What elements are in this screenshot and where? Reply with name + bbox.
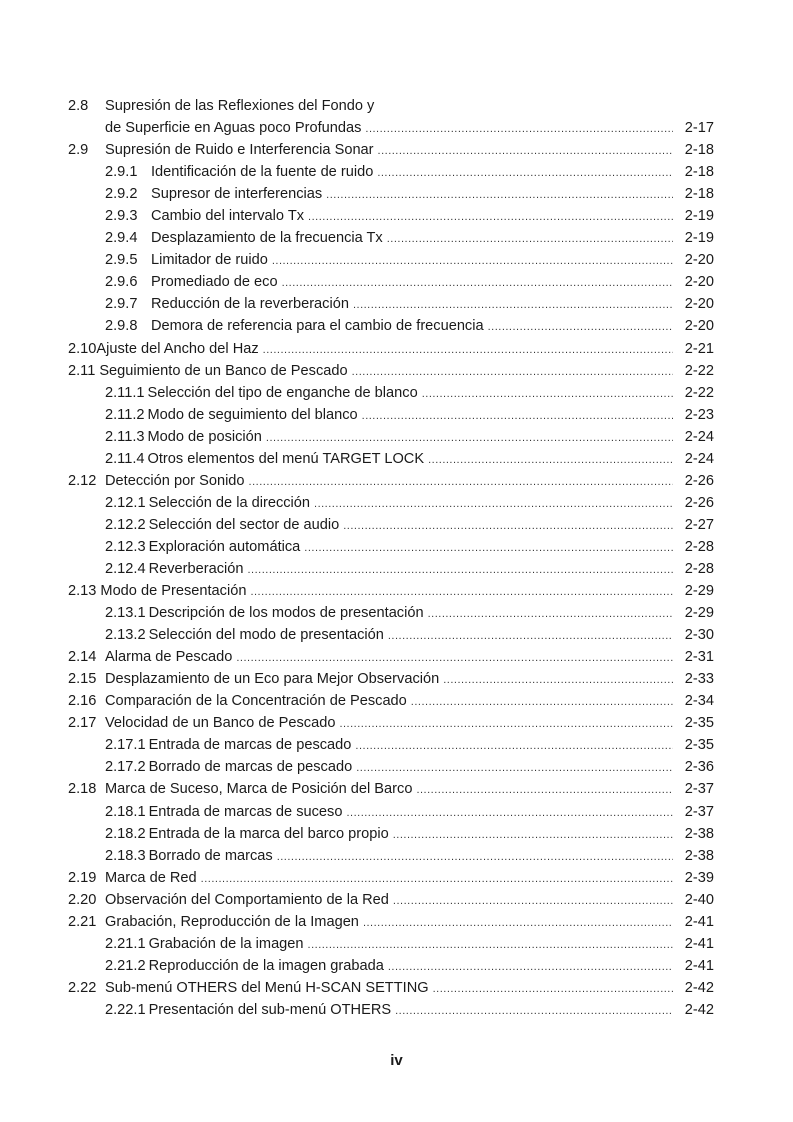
toc-entry-page: 2-18 [684,164,714,181]
toc-entry-number: 2.12.1 [105,494,146,511]
toc-entry-page: 2-35 [684,715,714,732]
toc-dot-leader [236,647,673,669]
toc-entry-number: 2.17 [68,715,97,732]
toc-dot-leader [422,383,673,405]
toc-entry[interactable] [68,624,714,646]
toc-entry-title: Selección del tipo de enganche de blanco [147,384,418,401]
toc-entry-number: 2.12 [68,472,97,489]
toc-dot-leader [378,140,673,162]
toc-entry-number: 2.11.2 [105,406,145,423]
toc-dot-leader [443,669,673,691]
toc-entry[interactable] [68,845,714,867]
toc-entry-page: 2-18 [684,186,714,203]
toc-entry-title: Velocidad de un Banco de Pescado [105,715,336,732]
toc-entry[interactable] [68,536,714,558]
toc-entry-title: Exploración automática [148,538,301,555]
toc-entry-number: 2.22.1 [105,1001,146,1018]
toc-dot-leader [277,846,673,868]
toc-entry-page: 2-24 [684,450,714,467]
toc-entry-title: Selección de la dirección [148,494,311,511]
toc-entry-page: 2-26 [684,472,714,489]
toc-entry-number: 2.9.4 [105,230,138,247]
toc-entry-title: Entrada de la marca del barco propio [148,825,389,842]
toc-entry-page: 2-22 [684,362,714,379]
toc-dot-leader [365,118,673,140]
toc-entry-title: Otros elementos del menú TARGET LOCK [147,450,425,467]
toc-entry[interactable] [68,778,714,800]
toc-entry-page: 2-23 [684,406,714,423]
toc-entry-page: 2-22 [684,384,714,401]
toc-entry-title: Desplazamiento de la frecuencia Tx [151,230,383,247]
toc-dot-leader [346,802,673,824]
toc-entry-title: Comparación de la Concentración de Pescado [105,693,407,710]
toc-entry-title: Seguimiento de un Banco de Pescado [99,362,348,379]
toc-entry-page: 2-34 [684,693,714,710]
toc-entry-page: 2-40 [684,891,714,908]
toc-entry[interactable] [68,712,714,734]
toc-entry-number: 2.11 [68,362,96,379]
toc-entry-number: 2.11.1 [105,384,145,401]
toc-entry-title: Borrado de marcas [148,847,273,864]
toc-entry-page: 2-33 [684,671,714,688]
toc-dot-leader [428,449,673,471]
toc-entry[interactable] [68,690,714,712]
toc-entry-page: 2-37 [684,781,714,798]
toc-dot-leader [428,603,673,625]
toc-dot-leader [416,779,673,801]
toc-entry[interactable] [68,161,714,183]
toc-entry-number: 2.9.6 [105,274,138,291]
toc-entry-page: 2-29 [684,605,714,622]
toc-entry-page: 2-28 [684,538,714,555]
toc-entry-number: 2.20 [68,891,97,908]
toc-entry-title: Descripción de los modos de presentación [148,605,424,622]
toc-dot-leader [387,228,673,250]
toc-entry[interactable] [68,734,714,756]
toc-entry-title: Presentación del sub-menú OTHERS [148,1001,392,1018]
toc-entry[interactable] [68,955,714,977]
toc-entry-page: 2-18 [684,142,714,159]
toc-entry-title: Entrada de marcas de pescado [148,737,352,754]
toc-dot-leader [356,757,673,779]
toc-dot-leader [362,405,673,427]
toc-dot-leader [326,184,673,206]
toc-dot-leader [393,890,673,912]
toc-entry-page: 2-30 [684,627,714,644]
toc-entry-title: Grabación, Reproducción de la Imagen [105,913,359,930]
toc-entry[interactable] [68,801,714,823]
toc-entry-page: 2-42 [684,979,714,996]
toc-entry-title: Alarma de Pescado [105,649,233,666]
toc-entry[interactable] [68,338,714,360]
toc-entry-title: Supresión de Ruido e Interferencia Sonar [105,142,374,159]
toc-entry-page: 2-38 [684,847,714,864]
toc-dot-leader [308,934,673,956]
toc-entry[interactable] [68,492,714,514]
toc-dot-leader [388,625,673,647]
toc-entry-title: Limitador de ruido [151,252,268,269]
toc-entry-number: 2.12.4 [105,560,146,577]
toc-entry-page: 2-29 [684,583,714,600]
toc-entry[interactable] [68,95,714,117]
toc-entry-number: 2.22 [68,979,97,996]
toc-entry-page: 2-37 [684,803,714,820]
toc-entry[interactable] [68,933,714,955]
toc-entry-title: Desplazamiento de un Eco para Mejor Observación [105,671,440,688]
toc-entry[interactable] [68,646,714,668]
toc-entry-page: 2-36 [684,759,714,776]
toc-dot-leader [282,272,673,294]
toc-entry[interactable] [68,756,714,778]
toc-dot-leader [248,559,674,581]
page-number: iv [390,1052,403,1069]
toc-entry-number: 2.9.1 [105,164,138,181]
toc-entry[interactable] [68,448,714,470]
toc-entry[interactable] [68,668,714,690]
toc-entry[interactable] [68,404,714,426]
toc-entry-title: Detección por Sonido [105,472,245,489]
toc-entry-number: 2.17.1 [105,737,146,754]
toc-dot-leader [433,978,673,1000]
toc-entry-number: 2.9.7 [105,296,138,313]
toc-entry[interactable] [68,205,714,227]
toc-entry[interactable] [68,558,714,580]
toc-entry-number: 2.10 [68,340,97,357]
toc-entry-number: 2.16 [68,693,97,710]
toc-entry-number: 2.13.2 [105,627,146,644]
toc-dot-leader [263,339,673,361]
toc-entry-number: 2.8 [68,98,89,114]
toc-entry[interactable] [68,315,714,337]
toc-entry[interactable] [68,249,714,271]
toc-entry-page: 2-24 [684,428,714,445]
toc-entry-page: 2-20 [684,296,714,313]
toc-entry[interactable] [68,293,714,315]
toc-entry-page: 2-38 [684,825,714,842]
toc-entry-title: Cambio del intervalo Tx [151,208,305,225]
toc-entry-title: Selección del modo de presentación [148,627,384,644]
toc-entry-number: 2.12.3 [105,538,146,555]
toc-entry[interactable] [68,227,714,249]
toc-entry-number: 2.21.2 [105,957,146,974]
toc-entry-number: 2.18.3 [105,847,146,864]
toc-entry-page: 2-41 [684,913,714,930]
toc-dot-leader [488,316,673,338]
toc-dot-leader [339,713,673,735]
toc-entry-number: 2.18.1 [105,803,146,820]
toc-entry-title: Modo de seguimiento del blanco [147,406,358,423]
toc-entry-title: Marca de Suceso, Marca de Posición del Barco [105,781,413,798]
toc-entry-title: Marca de Red [105,869,197,886]
toc-entry-title: Selección del sector de audio [148,516,340,533]
toc-entry-page: 2-35 [684,737,714,754]
toc-entry[interactable] [68,117,714,139]
toc-entry-page: 2-26 [684,494,714,511]
toc-entry[interactable] [68,977,714,999]
toc-entry-number: 2.18.2 [105,825,146,842]
toc-entry-title: Reducción de la reverberación [151,296,349,313]
toc-entry-page: 2-39 [684,869,714,886]
toc-dot-leader [388,956,673,978]
toc-entry-title: Modo de Presentación [100,583,247,600]
toc-dot-leader [393,824,673,846]
toc-entry-title: Observación del Comportamiento de la Red [105,891,389,908]
toc-entry-number: 2.15 [68,671,97,688]
toc-entry-page: 2-41 [684,957,714,974]
toc-entry-title: Entrada de marcas de suceso [148,803,343,820]
toc-entry[interactable] [68,470,714,492]
toc-entry-page: 2-17 [684,120,714,137]
toc-entry[interactable] [68,911,714,933]
toc-entry-page: 2-41 [684,935,714,952]
toc-dot-leader [249,471,673,493]
toc-entry-number: 2.9.8 [105,318,138,335]
toc-entry-title: Promediado de eco [151,274,278,291]
toc-dot-leader [353,294,673,316]
toc-dot-leader [363,912,673,934]
toc-entry-title: de Superficie en Aguas poco Profundas [105,120,362,137]
toc-entry-number: 2.9.3 [105,208,138,225]
toc-entry[interactable] [68,360,714,382]
toc-entry-title: Identificación de la fuente de ruido [151,164,374,181]
toc-entry[interactable] [68,514,714,536]
toc-entry-number: 2.19 [68,869,97,886]
toc-entry-page: 2-19 [684,208,714,225]
toc-entry[interactable] [68,602,714,624]
toc-dot-leader [308,206,673,228]
toc-entry-number: 2.21.1 [105,935,146,952]
toc-entry-title: Supresión de las Reflexiones del Fondo y [105,98,375,114]
toc-entry-title: Grabación de la imagen [148,935,304,952]
toc-entry[interactable] [68,823,714,845]
toc-dot-leader [355,735,673,757]
toc-dot-leader [352,361,673,383]
toc-entry[interactable] [68,139,714,161]
toc-entry[interactable] [68,382,714,404]
toc-entry-number: 2.12.2 [105,516,146,533]
toc-entry-number: 2.21 [68,913,97,930]
toc-entry[interactable] [68,889,714,911]
toc-entry-number: 2.11.3 [105,428,145,445]
toc-entry[interactable] [68,183,714,205]
toc-entry-page: 2-20 [684,252,714,269]
toc-entry-title: Reproducción de la imagen grabada [148,957,384,974]
toc-entry-page: 2-42 [684,1001,714,1018]
toc-entry-number: 2.14 [68,649,97,666]
toc-dot-leader [250,581,673,603]
toc-entry-page: 2-19 [684,230,714,247]
toc-entry-number: 2.18 [68,781,97,798]
toc-entry-title: Modo de posición [147,428,262,445]
toc-entry-page: 2-31 [684,649,714,666]
toc-entry-number: 2.9.2 [105,186,138,203]
toc-entry-title: Borrado de marcas de pescado [148,759,353,776]
toc-entry-number: 2.13 [68,583,97,600]
toc-entry[interactable] [68,426,714,448]
toc-entry-page: 2-28 [684,560,714,577]
toc-entry-number: 2.9 [68,142,89,159]
toc-entry-number: 2.9.5 [105,252,138,269]
toc-entry-title: Sub-menú OTHERS del Menú H-SCAN SETTING [105,979,429,996]
toc-entry-title: Supresor de interferencias [151,186,323,203]
toc-entry-page: 2-20 [684,274,714,291]
toc-entry[interactable] [68,867,714,889]
toc-entry-page: 2-27 [684,516,714,533]
toc-dot-leader [304,537,673,559]
toc-dot-leader [411,691,673,713]
toc-dot-leader [272,250,673,272]
toc-entry-title: Demora de referencia para el cambio de frecuencia [151,318,484,335]
toc-entry-title: Ajuste del Ancho del Haz [96,340,259,357]
toc-entry-number: 2.13.1 [105,605,146,622]
toc-dot-leader [266,427,673,449]
toc-entry-number: 2.17.2 [105,759,146,776]
toc-dot-leader [343,515,673,537]
toc-dot-leader [395,1000,673,1022]
toc-entry-page: 2-20 [684,318,714,335]
toc-entry[interactable] [68,580,714,602]
table-of-contents [68,95,714,1021]
toc-dot-leader [377,162,673,184]
toc-dot-leader [201,868,673,890]
toc-entry-page: 2-21 [684,340,714,357]
toc-entry-title: Reverberación [148,560,244,577]
toc-dot-leader [314,493,673,515]
toc-entry[interactable] [68,271,714,293]
toc-entry-number: 2.11.4 [105,450,145,467]
toc-entry[interactable] [68,999,714,1021]
